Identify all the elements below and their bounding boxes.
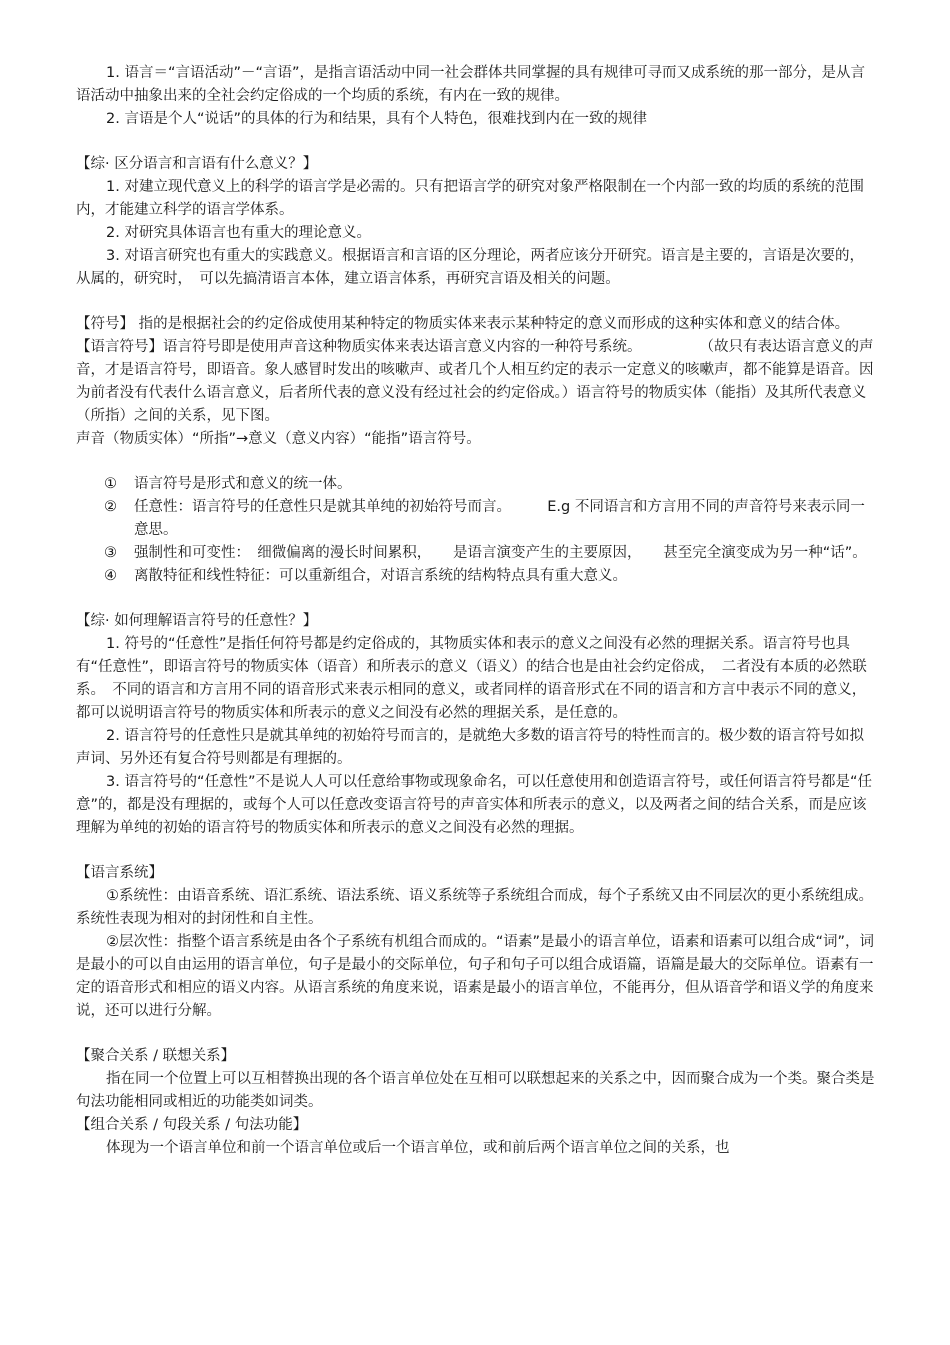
list-marker: ③ <box>104 545 117 561</box>
list-item <box>76 565 876 588</box>
paragraph: 体现为一个语言单位和前一个语言单位或后一个语言单位，或和前后两个语言单位之间的关系，也 <box>106 1140 730 1156</box>
paragraph: 1. 符号的“任意性”是指任何符号都是约定俗成的，其物质实体和表示的意义之间没有必然的理据关系。语言符号也具有“任意性”，即语言符号的物质实体（语音）和所表示的意义（语义）的结合也是由社会约定俗成， 二者没有本质的必然联系。 不同的语言和方言用不同的语音形式来表示相同的意义，或者同样的语音形式在不同的语言和方言中表示不同的意义， 都可以说明语言符号的物质实体和所表示的意义之间没有必然的理据关系，是任意的。 <box>76 636 903 721</box>
paragraph: 2. 言语是个人“说话”的具体的行为和结果，具有个人特色，很难找到内在一致的规律 <box>106 111 647 127</box>
paragraph: 2. 对研究具体语言也有重大的理论意义。 <box>106 225 371 241</box>
paragraph: 【语言符号】语言符号即是使用声音这种物质实体来表达语言意义内容的一种符号系统。 （故只有表达语言意义的声音，才是语言符号，即语音。象人感冒时发出的咳嗽声、或者几个人相互约定的表示一定意义的咳嗽声，都不能算是语音。因为前者没有代表什么语言意义，后者所代表的意义没有经过社会的约定俗成。）语言符号的物质实体（能指）及其所代表意义（所指）之间的关系，见下图。 <box>76 339 874 424</box>
section-heading: 【综· 如何理解语言符号的任意性？】 <box>76 613 318 629</box>
list-marker: ② <box>104 499 117 515</box>
list-item-text: 语言符号是形式和意义的统一体。 <box>134 476 352 492</box>
paragraph: 【符号】 指的是根据社会的约定俗成使用某种特定的物质实体来表示某种特定的意义而形成的这种实体和意义的结合体。 <box>76 316 850 332</box>
list-item <box>76 473 876 496</box>
section-heading: 【语言系统】 <box>76 865 163 881</box>
paragraph: 1. 语言＝“言语活动”－“言语”，是指言语活动中同一社会群体共同掌握的具有规律可寻而又成系统的那一部分，是从言语活动中抽象出来的全社会约定俗成的一个均质的系统，有内在一致的规律。 <box>76 65 865 104</box>
feature-list <box>76 473 876 588</box>
paragraph: 3. 语言符号的“任意性”不是说人人可以任意给事物或现象命名，可以任意使用和创造语言符号，或任何语言符号都是“任意”的，都是没有理据的，或每个人可以任意改变语言符号的声音实体和所表示的意义，以及两者之间的结合关系，而是应该理解为单纯的初始的语言符号的物质实体和所表示的意义之间没有必然的理据。 <box>76 774 872 836</box>
section-heading: 【聚合关系 / 联想关系】 <box>76 1048 236 1064</box>
paragraph: ②层次性：指整个语言系统是由各个子系统有机组合而成的。“语素”是最小的语言单位，语素和语素可以组合成“词”，词是最小的可以自由运用的语言单位，句子是最小的交际单位，句子和句子可以组合成语篇，语篇是最大的交际单位。语素有一定的语音形式和相应的语义内容。从语言系统的角度来说，语素是最小的语言单位，不能再分，但从语音学和语义学的角度来说，还可以进行分解。 <box>76 934 875 1019</box>
list-marker: ① <box>104 476 117 492</box>
paragraph: 3. 对语言研究也有重大的实践意义。根据语言和言语的区分理论，两者应该分开研究。语言是主要的，言语是次要的， 从属的，研究时， 可以先搞清语言本体，建立语言体系，再研究言语及相关的问题。 <box>76 248 872 287</box>
list-item-text: 强制性和可变性： 细微偏离的漫长时间累积， 是语言演变产生的主要原因， 甚至完全演变成为另一种“话”。 <box>134 545 867 561</box>
paragraph: 声音（物质实体）“所指”→意义（意义内容）“能指”语言符号。 <box>76 431 481 447</box>
list-marker: ④ <box>104 568 117 584</box>
list-item <box>76 496 876 542</box>
document-page <box>76 62 903 1160</box>
list-item <box>76 542 876 565</box>
section-heading: 【组合关系 / 句段关系 / 句法功能】 <box>76 1117 308 1133</box>
list-item-text: 离散特征和线性特征：可以重新组合，对语言系统的结构特点具有重大意义。 <box>134 568 627 584</box>
section-heading: 【综· 区分语言和言语有什么意义？】 <box>76 156 318 172</box>
paragraph: ①系统性：由语音系统、语汇系统、语法系统、语义系统等子系统组合而成，每个子系统又由不同层次的更小系统组成。系统性表现为相对的封闭性和自主性。 <box>76 888 873 927</box>
paragraph: 1. 对建立现代意义上的科学的语言学是必需的。只有把语言学的研究对象严格限制在一个内部一致的均质的系统的范围内，才能建立科学的语言学体系。 <box>76 179 864 218</box>
list-item-text: 任意性：语言符号的任意性只是就其单纯的初始符号而言。 E.g 不同语言和方言用不同的声音符号来表示同一意思。 <box>134 499 865 538</box>
paragraph: 2. 语言符号的任意性只是就其单纯的初始符号而言的，是就绝大多数的语言符号的特性而言的。极少数的语言符号如拟声词、另外还有复合符号则都是有理据的。 <box>76 728 864 767</box>
paragraph: 指在同一个位置上可以互相替换出现的各个语言单位处在互相可以联想起来的关系之中，因而聚合成为一个类。聚合类是句法功能相同或相近的功能类如词类。 <box>76 1071 875 1110</box>
